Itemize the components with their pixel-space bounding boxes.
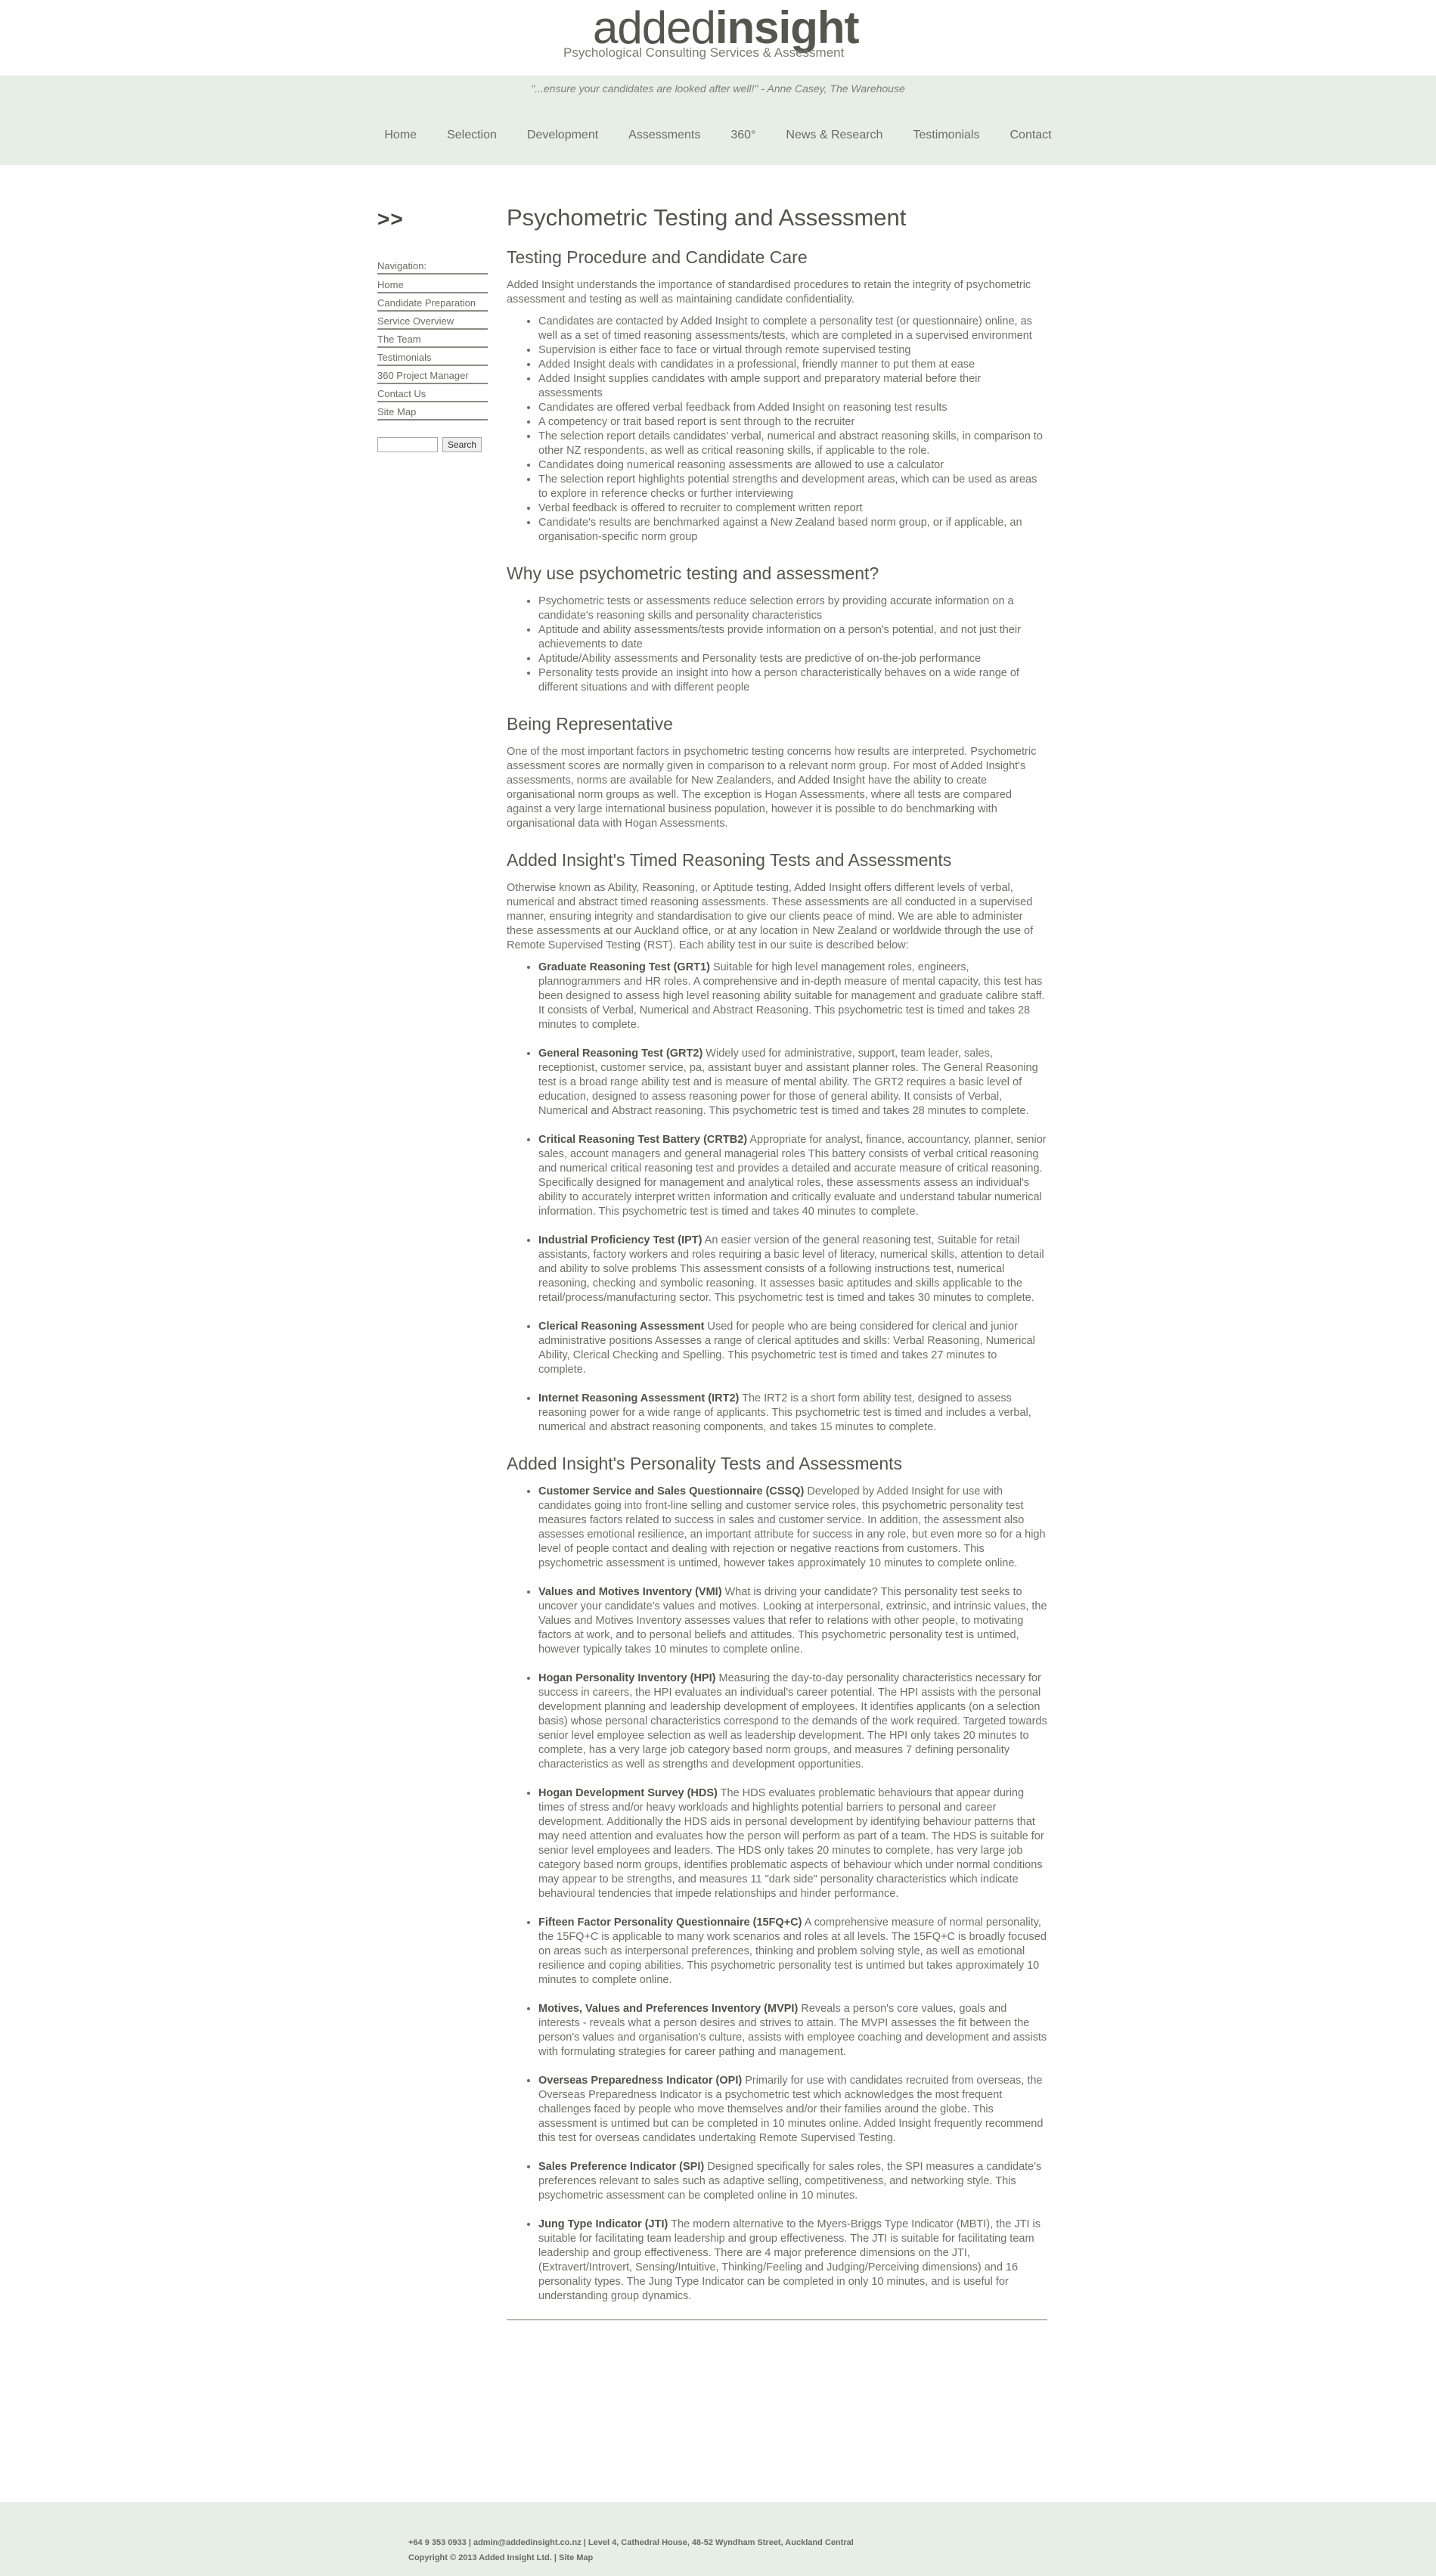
list-item — [538, 1320, 1047, 1377]
main-content — [507, 204, 1047, 2320]
test-description: Measuring the day-to-day personality characteristics necessary for success in careers, the HPI evaluates an individual's career potential. The HPI assists with the personal development planning and leadership development of employees. It identifies applicants (on a selection basis) whose personal characteristics correspond to the demands of the work required. Targeted towards senior level employee selection as well as leadership development. The HPI only takes 20 minutes to complete, has a very large job category based norm groups, and measures 7 defining personality characteristics as well as strengths and development opportunities. — [538, 1672, 1047, 1771]
test-name: Graduate Reasoning Test (GRT1) — [538, 961, 710, 973]
list-item: • The selection report details candidates' verbal, numerical and abstract reasoning skills, in comparison to other NZ respondents, as well as critical reasoning skills, if applicable to the role. — [538, 430, 1047, 458]
site-header — [0, 0, 1436, 76]
list-item: • Personality tests provide an insight into how a person characteristically behaves on a wide range of different situations and with different people — [538, 666, 1047, 695]
paragraph: One of the most important factors in psychometric testing concerns how results are interpreted. Psychometric assessment scores are normally given in comparison to a relevant norm group. For most of Added Insight's assessments, norms are available for New Zealanders, and Added Insight have the ability to create organisational norm groups as well. The exception is Hogan Assessments, where all tests are compared against a very large international business population, however it is possible to do benchmarking with organisational data with Hogan Assessments. — [507, 746, 1037, 830]
topnav-contact[interactable]: Contact — [1010, 129, 1052, 141]
test-description: What is driving your candidate? This personality test seeks to uncover your candidate's values and motives. Looking at interpersonal, extrinsic, and intrinsic values, the Values and Motives Inventory assesses values that refer to relations with other people, to motivating factors at work, and to personal beliefs and attitudes. This psychometric personality test is untimed, however typically takes 10 minutes to complete online. — [538, 1586, 1047, 1656]
site-tagline: Psychological Consulting Services & Assessment — [563, 45, 845, 60]
list-item: • Aptitude and ability assessments/tests provide information on a person's potential, and not just their achievements to date — [538, 623, 1047, 652]
sidebar-arrows: >> — [377, 207, 404, 231]
list-item: • Candidates are contacted by Added Insight to complete a personality test (or questionnaire) online, as well as a set of timed reasoning assessments/tests, which are completed in a supervised environment — [538, 315, 1047, 343]
sidebar-item-home[interactable]: Home — [377, 279, 488, 293]
sidebar-item-candidate-preparation[interactable]: Candidate Preparation — [377, 297, 488, 312]
reasoning-test-list — [507, 961, 1047, 1435]
list-item — [538, 2218, 1047, 2304]
list-item — [538, 1671, 1047, 1772]
test-description: Designed specifically for sales roles, the SPI measures a candidate's preferences relevant to sales such as adaptive selling, competitiveness, and networking style. This psychometric assessment can be completed online in 10 minutes. — [538, 2161, 1042, 2202]
test-name: Critical Reasoning Test Battery (CRTB2) — [538, 1134, 748, 1146]
sidebar-item-360-project-manager[interactable]: 360 Project Manager — [377, 370, 488, 384]
test-name: Values and Motives Inventory (VMI) — [538, 1586, 722, 1598]
test-description: Primarily for use with candidates recruited from overseas, the Overseas Preparedness Indicator is a psychometric test which acknowledges the most frequent challenges faced by people who move themselves and/or their families around the globe. This assessment is untimed but can be completed in 10 minutes online. Added Insight frequently recommend this test for overseas candidates undertaking Remote Supervised Testing. — [538, 2075, 1044, 2144]
sidebar-item-contact-us[interactable]: Contact Us — [377, 388, 488, 402]
footer-text — [408, 2535, 854, 2565]
test-description: Reveals a person's core values, goals and interests - reveals what a person desires and strives to attain. The MVPI assesses the fit between the person's values and organisation's culture, assists with employee coaching and development and assists with formulating strategies for career pathing and management. — [538, 2003, 1047, 2058]
test-name: Clerical Reasoning Assessment — [538, 1321, 705, 1333]
procedure-list — [507, 315, 1047, 545]
footer-contact: +64 9 353 0933 | admin@addedinsight.co.nz | Level 4, Cathedral House, 48-52 Wyndham Street, Auckland Central — [408, 2538, 854, 2547]
header-band — [0, 76, 1436, 165]
topnav-testimonials[interactable]: Testimonials — [913, 129, 980, 141]
test-name: Fifteen Factor Personality Questionnaire (15FQ+C) — [538, 1916, 802, 1929]
site-footer — [0, 2502, 1436, 2576]
section-heading-being-representative: Being Representative — [507, 714, 673, 734]
test-name: Internet Reasoning Assessment (IRT2) — [538, 1392, 740, 1404]
test-name: Hogan Personality Inventory (HPI) — [538, 1672, 716, 1684]
section-heading-personality-tests: Added Insight's Personality Tests and Assessments — [507, 1454, 903, 1473]
sidebar-item-service-overview[interactable]: Service Overview — [377, 315, 488, 330]
list-item — [538, 2160, 1047, 2203]
topnav-selection[interactable]: Selection — [447, 129, 497, 141]
top-navigation — [0, 129, 1436, 142]
topnav-news-research[interactable]: News & Research — [786, 129, 883, 141]
list-item — [538, 1047, 1047, 1119]
sidebar-item-the-team[interactable]: The Team — [377, 334, 488, 348]
footer-copyright-line — [408, 2550, 854, 2565]
list-item — [538, 1916, 1047, 1988]
test-description: Used for people who are being considered for clerical and junior administrative positions Assesses a range of clerical aptitudes and skills: Verbal Reasoning, Numerical Ability, Clerical Checking and Spelling. This psychometric test is timed and takes 27 minutes to complete. — [538, 1321, 1035, 1376]
test-name: Hogan Development Survey (HDS) — [538, 1787, 718, 1799]
test-description: A comprehensive measure of normal personality, the 15FQ+C is applicable to many work scenarios and roles at all levels. The 15FQ+C is broadly focused on areas such as interpersonal preferences, thinking and problem solving style, as well as emotional resilience and coping abilities. This psychometric personality test is untimed but takes approximately 10 minutes to complete online. — [538, 1916, 1047, 1986]
list-item — [538, 1485, 1047, 1571]
list-item — [538, 1392, 1047, 1435]
test-description: An easier version of the general reasoning test, Suitable for retail assistants, factory workers and roles requiring a basic level of literacy, numerical skills, attention to detail and ability to solve problems This assessment consists of a following instructions test, numerical reasoning, checking and symbolic reasoning. It assesses basic aptitudes and skills applicable to the retail/process/manufacturing sector. This psychometric test is timed and takes 30 minutes to complete. — [538, 1234, 1044, 1304]
test-description: Appropriate for analyst, finance, accountancy, planner, senior sales, account managers and general managerial roles This battery consists of verbal critical reasoning and numerical critical reasoning test and provides a detailed and accurate measure of critical reasoning. Specifically designed for management and analytical roles, these assessments assess an individual's ability to accurately interpret written information and critically evaluate and understand tabular numerical information. This psychometric test is timed and takes 40 minutes to complete. — [538, 1134, 1047, 1218]
sidebar-item-testimonials[interactable]: Testimonials — [377, 352, 488, 366]
search-input[interactable] — [377, 437, 438, 452]
content-divider — [507, 2319, 1047, 2320]
list-item: • The selection report highlights potential strengths and development areas, which can be used as areas to explore in reference checks or further interviewing — [538, 473, 1047, 501]
section-heading-testing-procedure: Testing Procedure and Candidate Care — [507, 247, 808, 267]
test-name: General Reasoning Test (GRT2) — [538, 1047, 703, 1060]
sidebar-heading: Navigation: — [377, 260, 488, 275]
topnav-360[interactable]: 360° — [730, 129, 756, 141]
list-item: • A competency or trait based report is sent through to the recruiter — [538, 415, 1047, 430]
sidebar-item-site-map[interactable]: Site Map — [377, 406, 488, 421]
list-item: • Candidate's results are benchmarked against a New Zealand based norm group, or if applicable, an organisation-specific norm group — [538, 516, 1047, 545]
list-item — [538, 1786, 1047, 1901]
page-title: Psychometric Testing and Assessment — [507, 204, 907, 231]
search-button[interactable]: Search — [442, 437, 482, 452]
list-item: • Psychometric tests or assessments reduce selection errors by providing accurate information on a candidate's reasoning skills and personality characteristics — [538, 594, 1047, 623]
list-item: • Added Insight deals with candidates in a professional, friendly manner to put them at ease — [538, 358, 1047, 372]
logo-bold-text: insight — [715, 2, 859, 53]
topnav-assessments[interactable]: Assessments — [628, 129, 701, 141]
list-item — [538, 961, 1047, 1032]
list-item: • Added Insight supplies candidates with ample support and preparatory material before their assessments — [538, 372, 1047, 401]
test-description: The modern alternative to the Myers-Briggs Type Indicator (MBTI), the JTI is suitable for facilitating team leadership and group effectiveness. The JTI is suitable for facilitating team leadership and group effectiveness. There are 4 major preference dimensions on the JTI, (Extravert/Introvert, Sensing/Intuitive, Thinking/Feeling and Judging/Perceiving dimensions) and 16 personality types. The Jung Type Indicator can be completed in only 10 minutes, and is useful for understanding group dynamics. — [538, 2218, 1041, 2302]
list-item: • Aptitude/Ability assessments and Personality tests are predictive of on-the-job performance — [538, 652, 1047, 666]
footer-site-map-link[interactable]: Site Map — [559, 2553, 594, 2562]
test-name: Overseas Preparedness Indicator (OPI) — [538, 2075, 743, 2087]
search-form — [377, 437, 488, 452]
test-name: Sales Preference Indicator (SPI) — [538, 2161, 705, 2173]
why-list — [507, 594, 1047, 695]
test-name: Customer Service and Sales Questionnaire (CSSQ) — [538, 1485, 805, 1497]
test-name: Industrial Proficiency Test (IPT) — [538, 1234, 702, 1246]
list-item: • Candidates doing numerical reasoning assessments are allowed to use a calculator — [538, 458, 1047, 473]
list-item — [538, 1585, 1047, 1657]
list-item — [538, 2002, 1047, 2059]
list-item — [538, 1133, 1047, 1219]
personality-test-list — [507, 1485, 1047, 2304]
section-heading-reasoning-tests: Added Insight's Timed Reasoning Tests and Assessments — [507, 850, 952, 870]
test-name: Motives, Values and Preferences Inventory (MVPI) — [538, 2003, 799, 2015]
list-item: • Verbal feedback is offered to recruiter to complement written report — [538, 501, 1047, 516]
topnav-development[interactable]: Development — [526, 129, 599, 141]
list-item — [538, 2074, 1047, 2146]
section-heading-why-use: Why use psychometric testing and assessment? — [507, 563, 879, 583]
footer-copyright: Copyright © 2013 Added Insight Ltd. | — [408, 2553, 560, 2562]
sidebar — [377, 207, 488, 452]
test-description: Widely used for administrative, support, team leader, sales, receptionist, customer service, pa, assistant buyer and assistant planner roles. The General Reasoning test is a broad range ability test and is measure of mental ability. The GRT2 requires a basic level of education, designed to assess reasoning power for those of general ability. It consists of Verbal, Numerical and Abstract reasoning. This psychometric test is timed and takes 28 minutes to complete. — [538, 1047, 1038, 1117]
list-item — [538, 1234, 1047, 1305]
paragraph: Otherwise known as Ability, Reasoning, or Aptitude testing, Added Insight offers different levels of verbal, numerical and abstract timed reasoning assessments. These assessments are all conducted in a supervised manner, ensuring integrity and standardisation to give our clients peace of mind. We are able to administer these assessments at our Auckland office, or at any location in New Zealand or worldwide through the use of Remote Supervised Testing (RST). Each ability test in our suite is described below: — [507, 882, 1034, 951]
list-item: • Supervision is either face to face or virtual through remote supervised testing — [538, 343, 1047, 358]
test-name: Jung Type Indicator (JTI) — [538, 2218, 668, 2230]
logo-light-text: added — [593, 2, 715, 53]
test-description: Suitable for high level management roles, engineers, plannogrammers and HR roles. A comprehensive and in-depth measure of mental capacity, this test has been designed to assess high level reasoning ability suitable for management and graduate calibre staff. It consists of Verbal, Numerical and Abstract Reasoning. This psychometric test is timed and takes 28 minutes to complete. — [538, 961, 1045, 1031]
testimonial-quote: "...ensure your candidates are looked after well!" - Anne Casey, The Warehouse — [531, 82, 905, 95]
paragraph: Added Insight understands the importance of standardised procedures to retain the integrity of psychometric assessment and testing as well as maintaining candidate confidentiality. — [507, 279, 1031, 306]
test-description: The HDS evaluates problematic behaviours that appear during times of stress and/or heavy workloads and highlights potential barriers to personal and career development. Additionally the HDS aids in personal development by identifying behaviour patterns that may need attention and evaluates how the person will perform as part of a team. The HDS is suitable for senior level employees and leaders. The HDS only takes 20 minutes to complete, has very large job category based norm groups, identifies problematic aspects of behaviour which under normal conditions may appear to be strengths, and measures 11 "dark side" personality characteristics which indicate behavioural tendencies that impede relationships and hinder performance. — [538, 1787, 1044, 1900]
test-description: The IRT2 is a short form ability test, designed to assess reasoning power for a wide range of applicants. This psychometric test is timed and includes a verbal, numerical and abstract reasoning components, and takes 15 minutes to complete. — [538, 1392, 1031, 1433]
topnav-home[interactable]: Home — [384, 129, 417, 141]
list-item: • Candidates are offered verbal feedback from Added Insight on reasoning test results — [538, 401, 1047, 415]
test-description: Developed by Added Insight for use with candidates going into front-line selling and customer service roles, this psychometric personality test measures factors related to success in sales and customer service. In addition, the assessment also assesses emotional resilience, an important attribute for success in any role, but even more so for a high level of people contact and dealing with rejection or negative reactions from customers. This psychometric assessment is untimed, however takes approximately 10 minutes to complete online. — [538, 1485, 1046, 1569]
